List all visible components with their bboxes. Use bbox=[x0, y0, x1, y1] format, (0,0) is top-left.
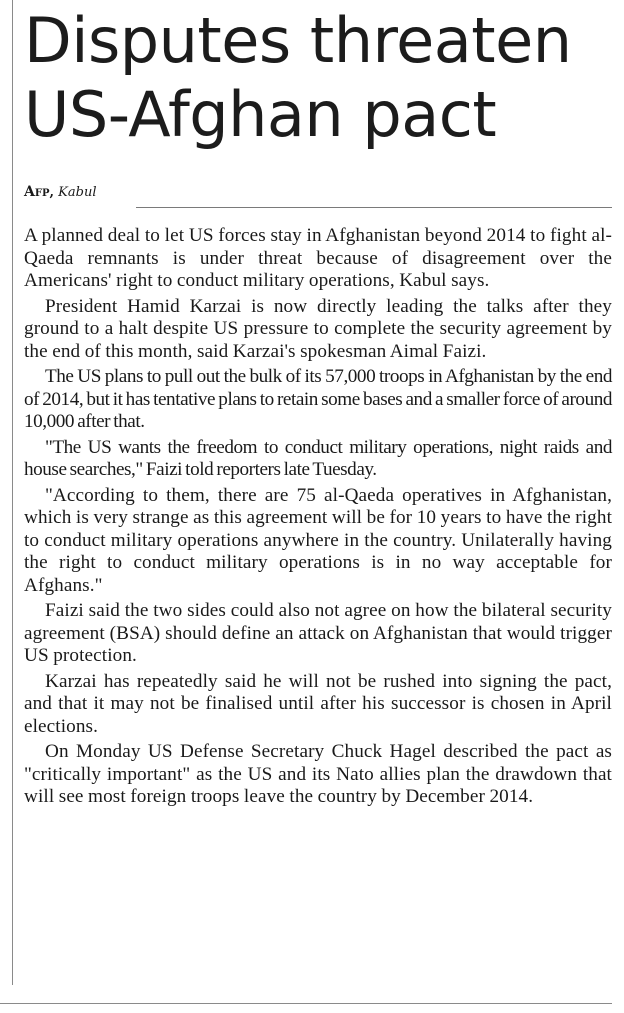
article-paragraph: On Monday US Defense Secretary Chuck Hagel described the pact as "critically important" as the US and its Nato allies plan the drawdown that will see most foreign troops leave the country by December 2014. bbox=[24, 741, 612, 807]
byline bbox=[24, 183, 96, 202]
left-column-rule bbox=[12, 0, 13, 985]
byline-agency: Afp bbox=[24, 184, 50, 200]
headline-line-2: US-Afghan pact bbox=[24, 78, 497, 151]
headline bbox=[24, 4, 614, 152]
bottom-rule bbox=[0, 1003, 612, 1004]
article-body bbox=[24, 225, 612, 812]
article-paragraph: "The US wants the freedom to conduct military operations, night raids and house searches," Faizi told reporters late Tuesday. bbox=[24, 436, 612, 480]
headline-line-1: Disputes threaten bbox=[24, 4, 572, 77]
article-paragraph: President Hamid Karzai is now directly leading the talks after they ground to a halt despite US pressure to complete the security agreement by the end of this month, said Karzai's spokesman Aimal Faizi. bbox=[24, 295, 612, 362]
byline-rule bbox=[136, 207, 612, 208]
byline-separator: , bbox=[49, 185, 55, 200]
byline-dateline: Kabul bbox=[58, 185, 97, 200]
article-paragraph: Faizi said the two sides could also not agree on how the bilateral security agreement (BSA) should define an attack on Afghanistan that would trigger US protection. bbox=[24, 600, 612, 666]
article-paragraph: A planned deal to let US forces stay in Afghanistan beyond 2014 to fight al-Qaeda remnants is under threat because of disagreement over the Americans' right to conduct military operations, Kabul says. bbox=[24, 225, 612, 291]
article-paragraph: Karzai has repeatedly said he will not be rushed into signing the pact, and that it may not be finalised until after his successor is chosen in April elections. bbox=[24, 670, 612, 737]
article-paragraph: "According to them, there are 75 al-Qaeda operatives in Afghanistan, which is very strange as this agreement will be for 10 years to have the right to conduct military operations anywhere in the country. Unilaterally having the right to conduct military operations is in no way acceptable for Afghans." bbox=[24, 484, 612, 596]
article-paragraph: The US plans to pull out the bulk of its 57,000 troops in Afghanistan by the end of 2014, but it has tentative plans to retain some bases and a smaller force of around 10,000 after that. bbox=[24, 366, 612, 432]
